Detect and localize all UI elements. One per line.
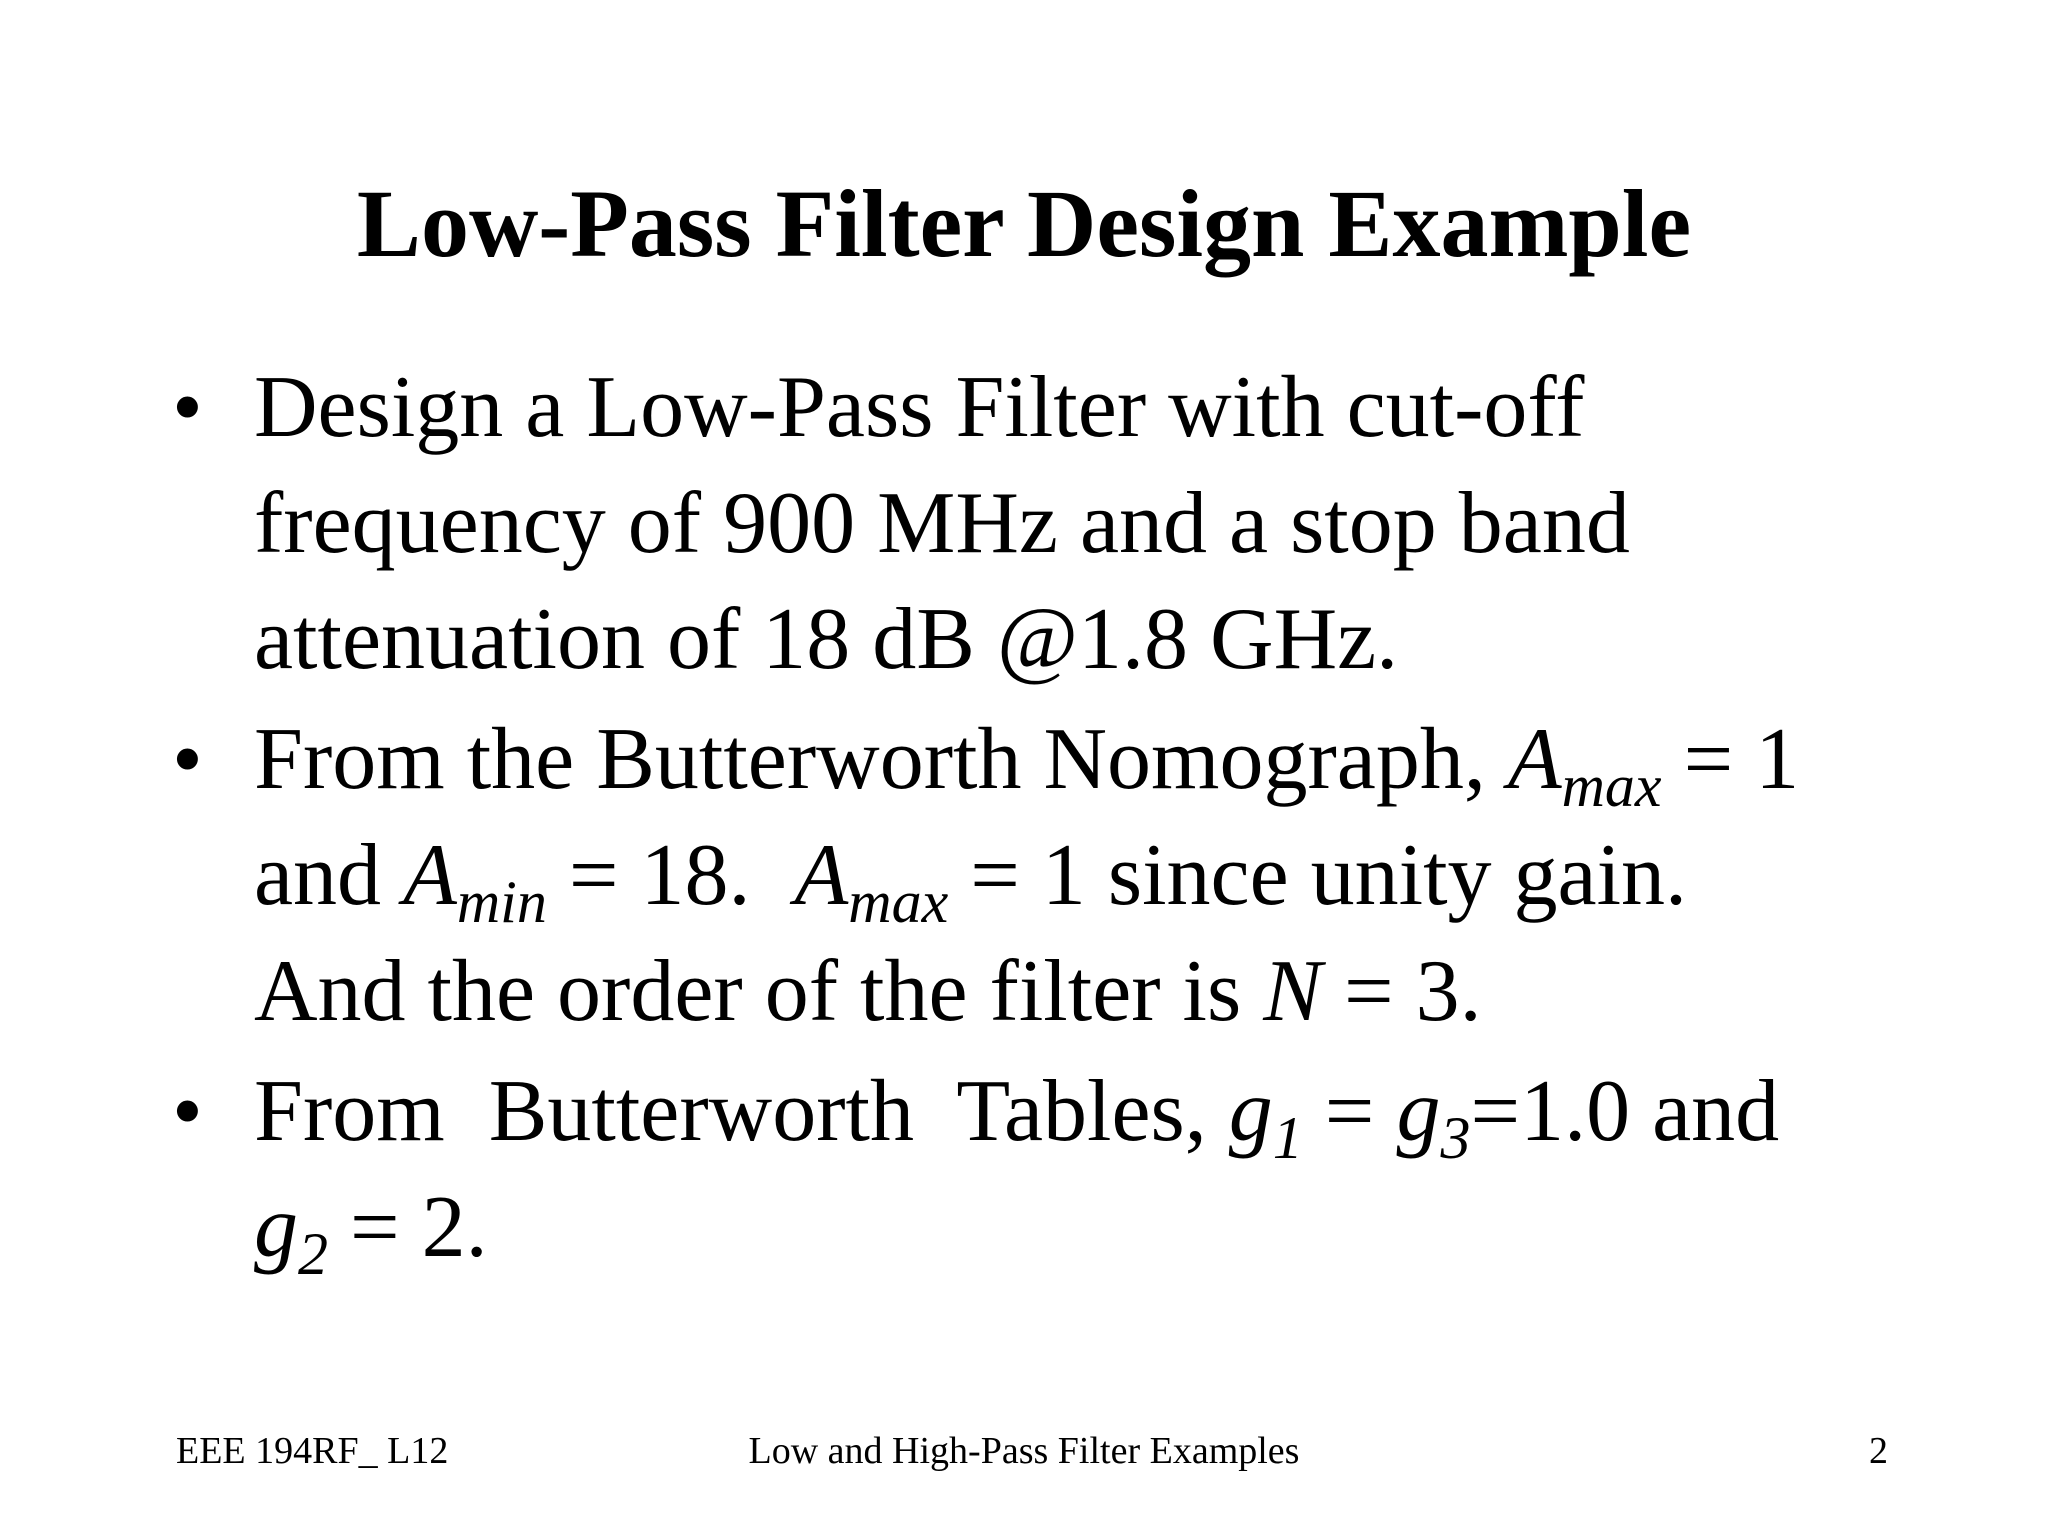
math-variable: A: [403, 827, 457, 924]
footer-slide-topic: Low and High-Pass Filter Examples: [748, 1430, 1300, 1472]
bullet-line: [254, 1170, 1892, 1286]
bullet-line: [254, 818, 1892, 934]
math-variable: g: [1228, 1063, 1273, 1160]
page-number: 2: [1869, 1430, 1888, 1472]
math-variable: A: [1507, 711, 1562, 808]
bullet-line: [254, 934, 1892, 1050]
math-variable: A: [794, 827, 849, 924]
math-subscript: min: [456, 869, 547, 935]
bullet-icon: •: [172, 359, 203, 456]
math-variable: N: [1263, 943, 1322, 1040]
bullet-line: attenuation of 18 dB @1.8 GHz.: [254, 591, 1399, 688]
bullet-line: [254, 1054, 1892, 1170]
bullet-line: Design a Low-Pass Filter with cut-off: [254, 359, 1585, 456]
bullet-list: [172, 350, 1892, 1290]
text-run: From the Butterworth Nomograph,: [254, 711, 1508, 808]
bullet-icon: •: [172, 1063, 203, 1160]
text-run: and: [254, 827, 404, 924]
bullet-item: [172, 1054, 1892, 1286]
text-run: = 1: [1661, 711, 1800, 808]
math-subscript: 3: [1440, 1105, 1471, 1171]
bullet-item: [172, 702, 1892, 1050]
math-subscript: 2: [298, 1221, 328, 1287]
text-run: =: [1302, 1063, 1397, 1160]
math-subscript: 1: [1272, 1105, 1303, 1171]
math-subscript: max: [1561, 753, 1662, 819]
footer-course-code: EEE 194RF_ L12: [176, 1430, 449, 1472]
bullet-line: [254, 702, 1892, 818]
math-subscript: max: [848, 869, 949, 935]
text-run: = 18.: [546, 827, 795, 924]
text-run: =1.0 and: [1470, 1063, 1780, 1160]
text-run: = 1 since unity gain.: [948, 827, 1688, 924]
math-variable: g: [1396, 1063, 1441, 1160]
text-run: From Butterworth Tables,: [254, 1063, 1229, 1160]
text-run: And the order of the filter is: [254, 943, 1264, 1040]
text-run: = 2.: [328, 1179, 488, 1276]
slide-title: Low-Pass Filter Design Example: [356, 170, 1692, 277]
math-variable: g: [254, 1179, 298, 1276]
bullet-item: [172, 350, 1892, 698]
text-run: = 3.: [1321, 943, 1482, 1040]
bullet-icon: •: [172, 711, 203, 808]
bullet-line: frequency of 900 MHz and a stop band: [254, 475, 1630, 572]
